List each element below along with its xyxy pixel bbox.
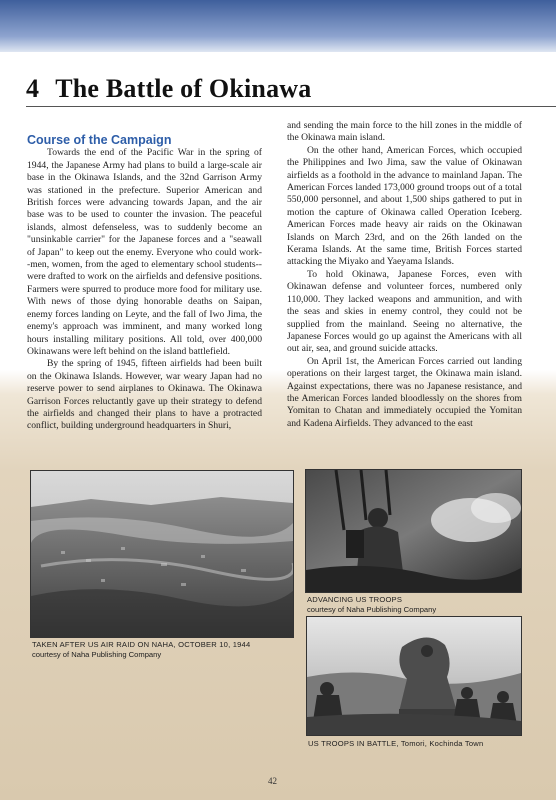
advancing-troops-image xyxy=(306,470,521,592)
chapter-heading xyxy=(26,74,311,104)
paragraph: On April 1st, the American Forces carried out landing operations on their largest target, the Okinawa main island. Against expectations, there was no Japanese resistance, and the American Forces landed bloodlessly on the shores from Yomitan to Chatan and immediately occupied the Yomitan and Kadena Airfields. They advanced to the east xyxy=(287,355,522,429)
header-band xyxy=(0,0,556,52)
air-raid-photo xyxy=(30,470,294,638)
left-column xyxy=(27,120,262,433)
section-title: Course of the Campaign xyxy=(27,133,172,147)
right-column xyxy=(287,120,522,430)
heading-rule xyxy=(26,106,556,107)
paragraph: and sending the main force to the hill zones in the middle of the Okinawa main island. xyxy=(287,120,522,144)
caption-credit: courtesy of Naha Publishing Company xyxy=(307,605,437,614)
paragraph: To hold Okinawa, Japanese Forces, even with Okinawan defense and volunteer forces, numbered only 110,000. They lacked weapons and ammunition, and with the seas and skies in enemy control, they could not be supplied from the mainland. Seeing no alternative, the Japanese Forces would go up against the Americans with all out air, sea, and ground suicide attacks. xyxy=(287,268,522,355)
air-raid-photo-image xyxy=(31,471,293,637)
advancing-caption xyxy=(307,595,522,615)
battle-caption xyxy=(308,739,522,749)
caption-credit: courtesy of Naha Publishing Company xyxy=(32,650,162,659)
advancing-troops-photo xyxy=(305,469,522,593)
chapter-title: The Battle of Okinawa xyxy=(55,74,312,103)
page-number: 42 xyxy=(268,776,277,786)
caption-main: US TROOPS IN BATTLE, Tomori, Kochinda Town xyxy=(308,739,484,748)
air-raid-caption xyxy=(32,640,294,660)
paragraph: By the spring of 1945, fifteen airfields had been built on the Okinawa Islands. However, war weary Japan had no reserve power to send airplanes to Okinawa. The Okinawa Garrison Forces reluctantly gave up their strategy to defend the airfields and changed their plans to have a protracted conflict, building underground headquarters in Shuri, xyxy=(27,358,262,432)
chapter-number: 4 xyxy=(26,74,40,103)
paragraph: On the other hand, American Forces, which occupied the Philippines and Iwo Jima, saw the value of Okinawan airfields as a foothold in the advance to mainland Japan. The American Forces landed 173,000 ground troops out of a total 550,000 personnel, and about 1,500 ships gathered to put in motion the capture of Okinawa called Operation Iceberg. American Forces made heavy air raids on the Okinawan Islands on March 23rd, and on the 26th landed on the Kerama Islands. At the same time, British Forces started attacking the Miyako and Yaeyama Islands. xyxy=(287,144,522,268)
troops-in-battle-photo xyxy=(306,616,522,736)
caption-main: TAKEN AFTER US AIR RAID ON NAHA, OCTOBER 10, 1944 xyxy=(32,640,251,649)
troops-in-battle-image xyxy=(307,617,521,735)
caption-main: ADVANCING US TROOPS xyxy=(307,595,403,604)
paragraph: Towards the end of the Pacific War in the spring of 1944, the Japanese Army had plans to build a large-scale air base in the Okinawa Islands, and the 32nd Garrison Army was stationed in the prefecture. Superior American and British forces were advancing towards Japan, and the air base was to be used to counter the invasion. The peaceful islands, almost defenseless, was to suddenly become an "unsinkable carrier" for the Japanese forces and a "seawall of Japan" to keep out the enemy. Everyone who could work--men, women, from the aged to elementary school students--were drafted to work on the airfields and defensive positions. Farmers were spurred to produce more food for military use. With news of those dying honorable deaths on Saipan, enemy forces landing on Leyte, and the fall of Iwo Jima, the enemy's approach was imminent, and many worked long hours installing military positions. All told, over 400,000 Okinawans were left behind on the island battlefield. xyxy=(27,147,262,357)
